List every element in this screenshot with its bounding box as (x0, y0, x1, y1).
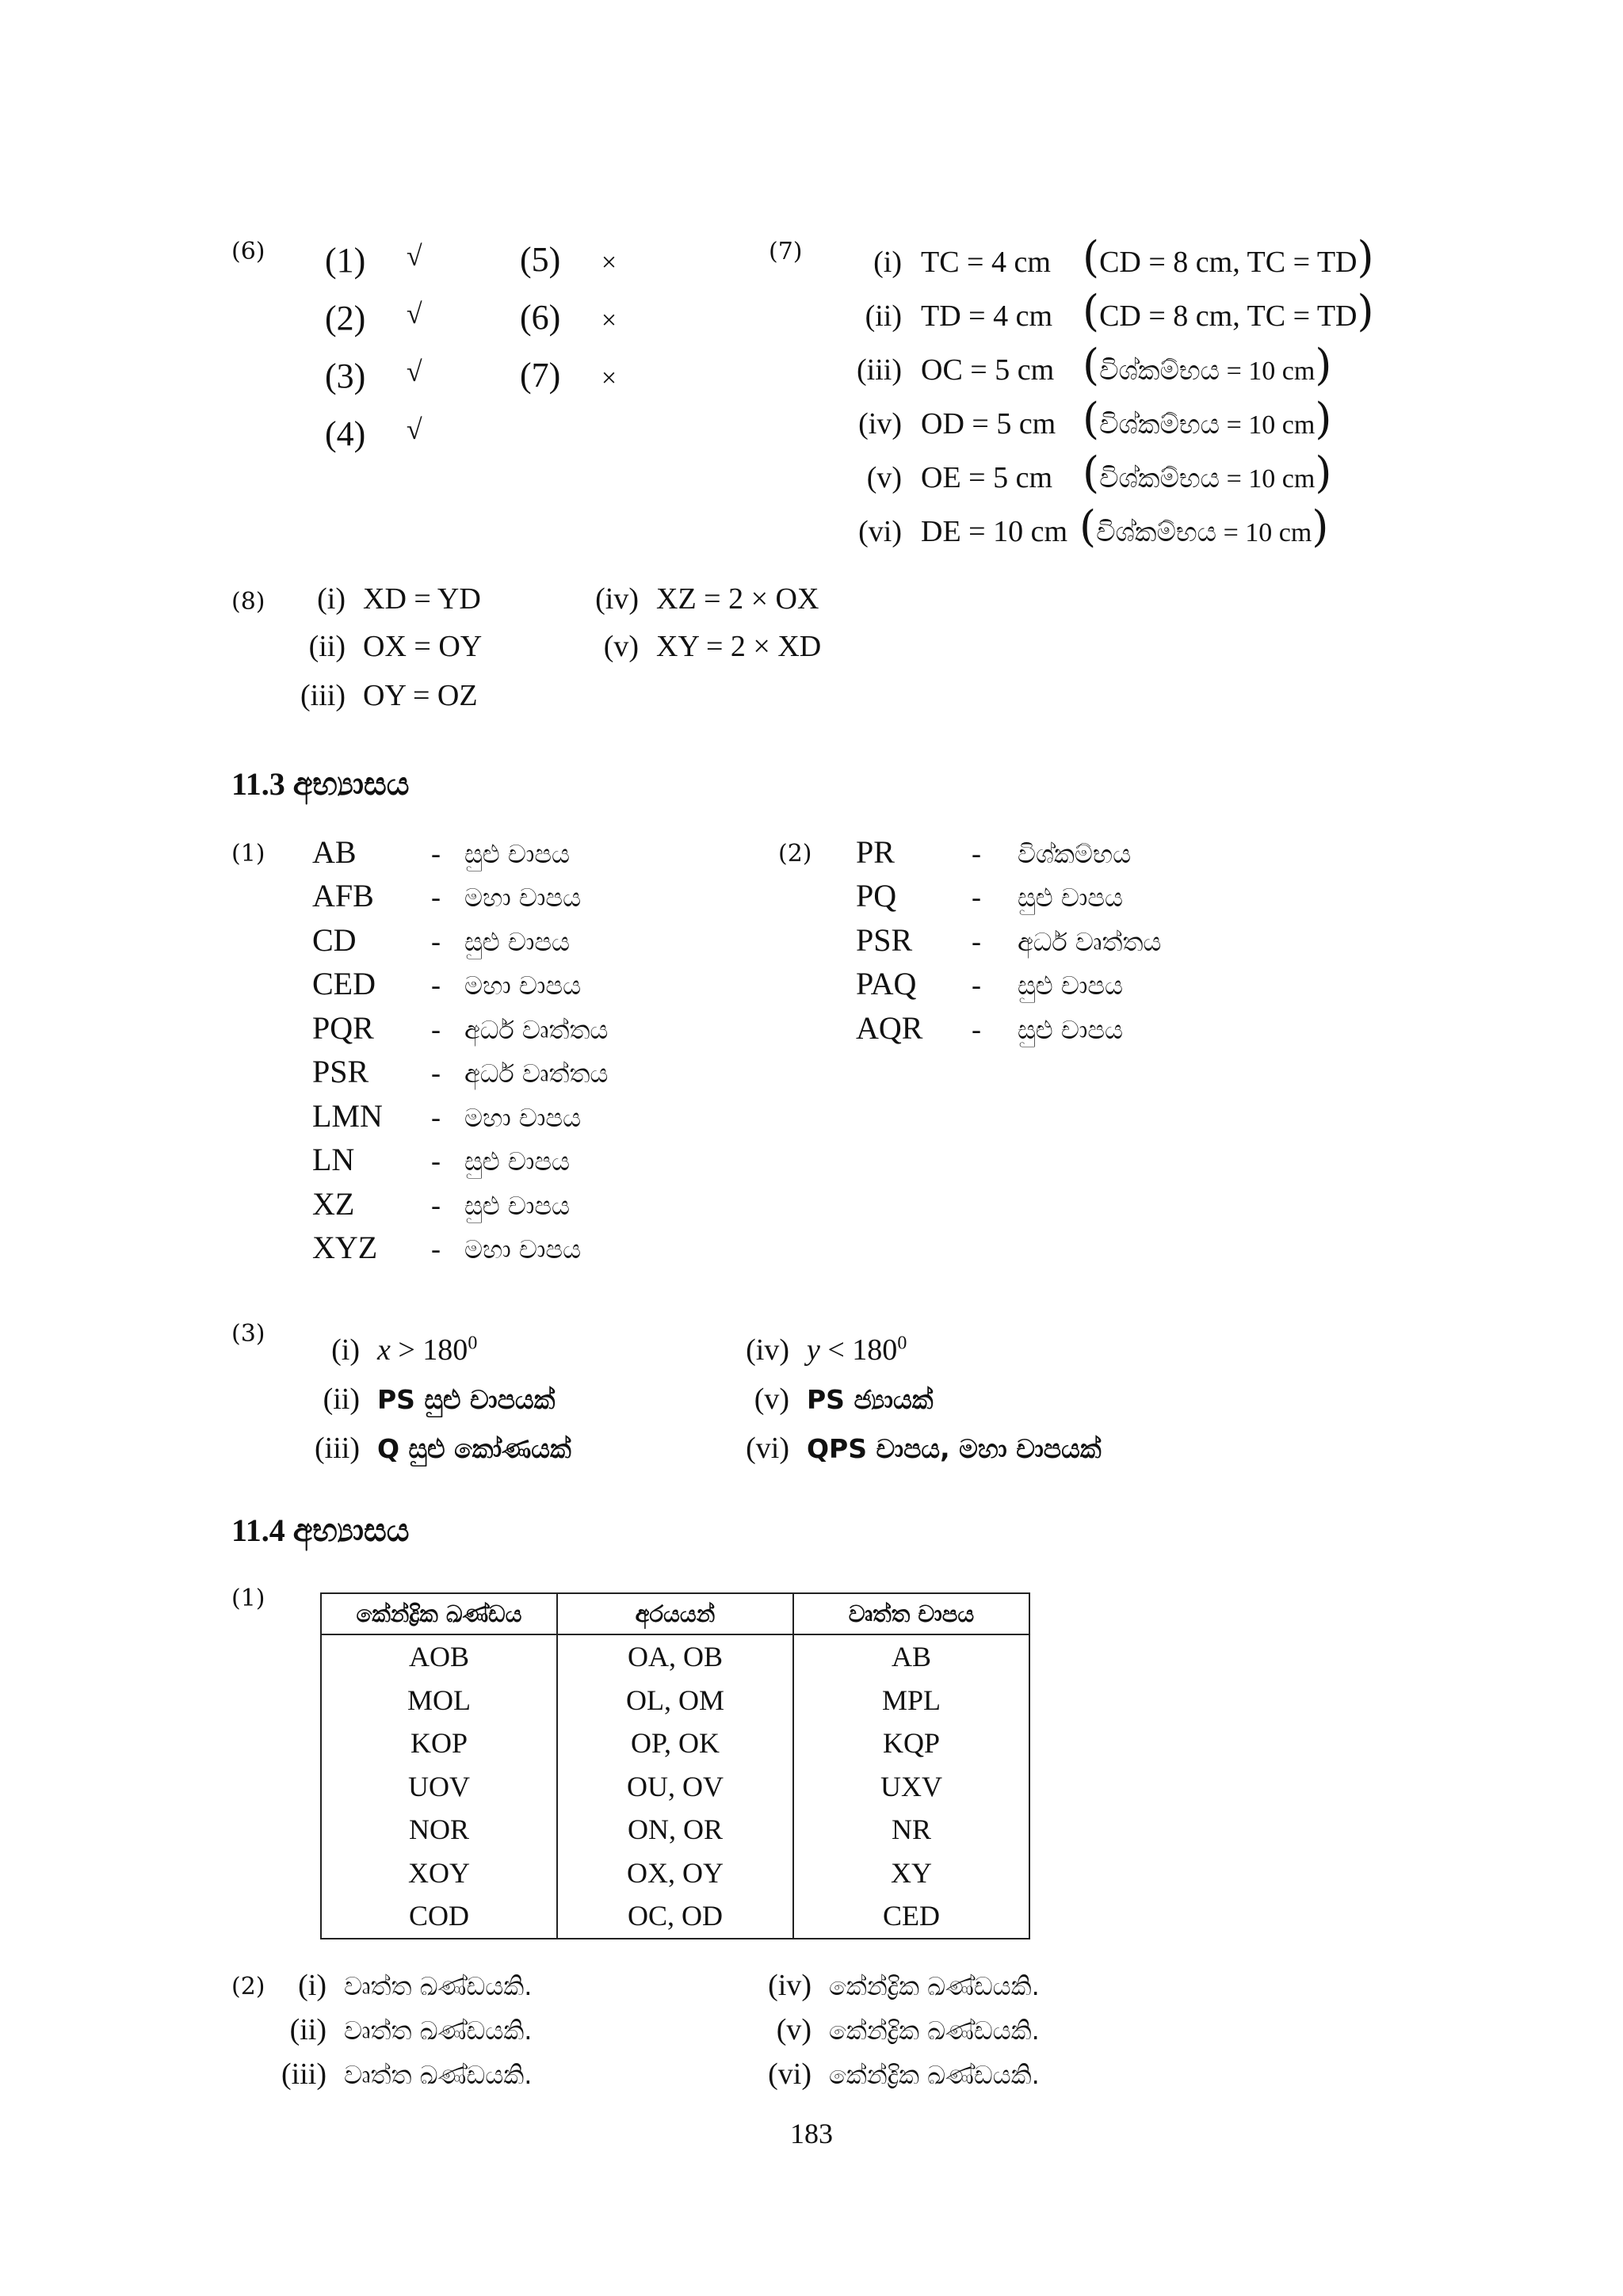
q3-item: (ii) PS සුළු චාපයක් (323, 1383, 556, 1416)
column-header: කේන්ද්‍රික ඛණ්ඩය (321, 1593, 557, 1634)
table-cell: MPL (793, 1679, 1029, 1722)
question-number-2: (2) (231, 1973, 265, 2000)
list-item: PQR - අර්ධ වෘත්තය (312, 1010, 609, 1046)
list-item: XYZ - මහා චාපය (312, 1230, 582, 1265)
table-row (321, 1852, 1029, 1895)
list-item: PQ - සුළු චාපය (856, 878, 1124, 913)
list-item: (iii) වෘත්ත ඛණ්ඩයකි. (281, 2058, 533, 2091)
list-item: LN - සුළු චාපය (312, 1142, 571, 1177)
table-cell: UOV (321, 1765, 557, 1809)
list-item: XZ - සුළු චාපය (312, 1186, 571, 1222)
column-header: අරයයන් (557, 1593, 793, 1634)
list-item: AQR - සුළු චාපය (856, 1010, 1124, 1046)
list-item: PSR - අර්ධ වෘත්තය (312, 1054, 609, 1089)
question-number-3: (3) (231, 1320, 265, 1348)
table-cell: KQP (793, 1722, 1029, 1765)
question-number-1: (1) (231, 840, 265, 868)
q8-item: (iii) OY = OZ (300, 679, 478, 712)
table-row (321, 1722, 1029, 1765)
list-item: CED - මහා චාපය (312, 966, 582, 1001)
question-number-2: (2) (778, 840, 812, 868)
list-item: AB - සුළු චාපය (312, 834, 571, 870)
cross-icon: × (601, 306, 617, 335)
q7-item: (i) TC = 4 cm ( CD = 8 cm, TC = TD ) (873, 232, 1374, 282)
q7-item: (vi) DE = 10 cm ( විශ්කම්භය = 10 cm ) (858, 502, 1329, 551)
table-cell: COD (321, 1894, 557, 1939)
list-item: (v) කේන්ද්‍රික ඛණ්ඩයකි. (776, 2013, 1040, 2046)
q6-item: (1) √ (325, 240, 422, 280)
table-cell: OC, OD (557, 1894, 793, 1939)
list-item: AFB - මහා චාපය (312, 878, 582, 913)
question-number-1: (1) (231, 1585, 265, 1612)
q8-item: (i) XD = YD (317, 582, 481, 616)
q8-item: (iv) XZ = 2 × OX (595, 582, 819, 616)
q6-item: (3) √ (325, 356, 422, 395)
q3-item: (iv) $y < 180^0$ (746, 1333, 907, 1367)
q7-item: (iii) OC = 5 cm ( විශ්කම්භය = 10 cm ) (857, 340, 1332, 390)
list-item: (i) වෘත්ත ඛණ්ඩයකි. (298, 1969, 533, 2002)
q6-item: (7) × (520, 356, 617, 395)
table-cell: OP, OK (557, 1722, 793, 1765)
q6-item: (2) √ (325, 298, 422, 338)
check-icon: √ (406, 414, 422, 445)
q6-item: (4) √ (325, 414, 422, 453)
table-cell: XY (793, 1852, 1029, 1895)
check-icon: √ (406, 356, 422, 387)
table-row (321, 1634, 1029, 1679)
q3-item: (iii) Q සුළු කෝණයක් (315, 1432, 571, 1465)
list-item: (ii) වෘත්ත ඛණ්ඩයකි. (289, 2013, 533, 2046)
list-item: PSR - අර්ධ වෘත්තය (856, 922, 1162, 958)
list-item: (vi) කේන්ද්‍රික ඛණ්ඩයකි. (768, 2058, 1040, 2091)
check-icon: √ (406, 298, 422, 330)
list-item: CD - සුළු චාපය (312, 922, 571, 958)
q7-item: (v) OE = 5 cm ( විශ්කම්භය = 10 cm ) (866, 448, 1332, 498)
question-number-7: (7) (769, 238, 803, 265)
page-number: 183 (790, 2118, 833, 2149)
table-cell: OL, OM (557, 1679, 793, 1722)
list-item: PAQ - සුළු චාපය (856, 966, 1124, 1001)
column-header: වෘත්ත චාපය (793, 1593, 1029, 1634)
q7-item: (ii) TD = 4 cm ( CD = 8 cm, TC = TD ) (865, 286, 1374, 336)
list-item: LMN - මහා චාපය (312, 1098, 582, 1134)
table-row (321, 1808, 1029, 1852)
q6-item: (6) × (520, 298, 617, 337)
table-row (321, 1765, 1029, 1809)
table-header-row (321, 1593, 1029, 1634)
table-cell: AOB (321, 1634, 557, 1679)
q8-item: (v) XY = 2 × XD (603, 630, 822, 663)
table-cell: NOR (321, 1808, 557, 1852)
question-number-8: (8) (231, 588, 265, 616)
table-cell: MOL (321, 1679, 557, 1722)
table-cell: UXV (793, 1765, 1029, 1809)
sector-table (320, 1592, 1030, 1939)
table-cell: OA, OB (557, 1634, 793, 1679)
question-number-6: (6) (231, 238, 265, 265)
table-cell: XOY (321, 1852, 557, 1895)
table-cell: ON, OR (557, 1808, 793, 1852)
q3-item: (i) $x > 180^0$ (331, 1333, 478, 1367)
q8-item: (ii) OX = OY (308, 630, 483, 663)
section-heading-11-3: 11.3 අභ්‍යාසය (231, 766, 410, 802)
table-row (321, 1679, 1029, 1722)
q3-item: (vi) QPS චාපය, මහා චාපයක් (746, 1432, 1102, 1465)
q3-item: (v) PS ජ්‍යායක් (754, 1383, 934, 1416)
list-item: PR - විශ්කම්භය (856, 834, 1132, 870)
table-cell: OX, OY (557, 1852, 793, 1895)
q6-item: (5) × (520, 240, 617, 279)
table-cell: CED (793, 1894, 1029, 1939)
check-icon: √ (406, 240, 422, 272)
section-heading-11-4: 11.4 අභ්‍යාසය (231, 1512, 410, 1548)
list-item: (iv) කේන්ද්‍රික ඛණ්ඩයකි. (768, 1969, 1040, 2002)
table-cell: NR (793, 1808, 1029, 1852)
cross-icon: × (601, 364, 617, 393)
table-cell: KOP (321, 1722, 557, 1765)
table-cell: OU, OV (557, 1765, 793, 1809)
table-cell: AB (793, 1634, 1029, 1679)
table-row (321, 1894, 1029, 1939)
q7-item: (iv) OD = 5 cm ( විශ්කම්භය = 10 cm ) (858, 394, 1332, 444)
cross-icon: × (601, 248, 617, 277)
